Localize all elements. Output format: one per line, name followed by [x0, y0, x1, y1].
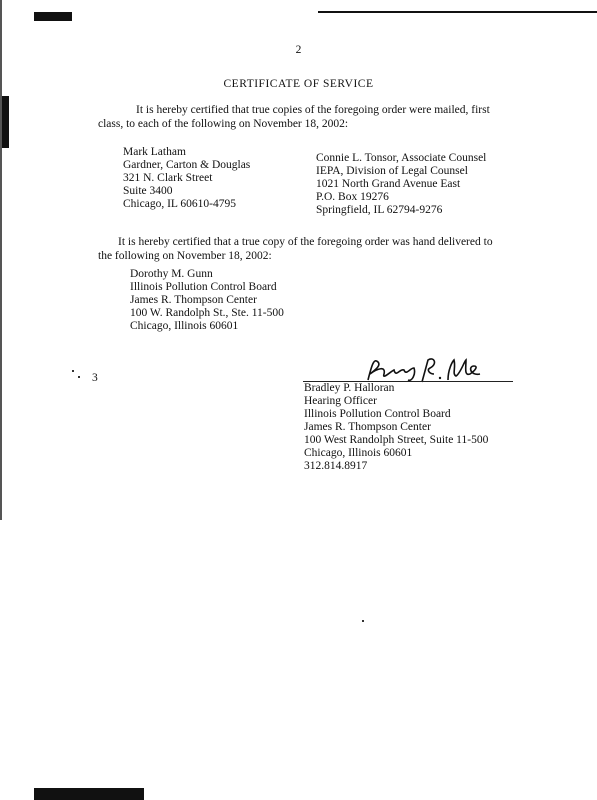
address-line: 321 N. Clark Street — [123, 172, 213, 184]
scan-line-top-right — [318, 11, 597, 13]
scan-speck — [72, 370, 74, 372]
address-line: Dorothy M. Gunn — [130, 268, 213, 280]
address-line: James R. Thompson Center — [130, 294, 257, 306]
page-number: 2 — [295, 44, 302, 56]
address-line: P.O. Box 19276 — [316, 191, 389, 203]
address-line: Connie L. Tonsor, Associate Counsel — [316, 152, 487, 164]
mail-paragraph-line-1: It is hereby certified that true copies of the foregoing order were mailed, first — [136, 104, 490, 116]
address-line: Gardner, Carton & Douglas — [123, 159, 251, 171]
address-line: Springfield, IL 62794-9276 — [316, 204, 443, 216]
scan-speck — [78, 376, 80, 378]
address-line: Chicago, Illinois 60601 — [130, 320, 239, 332]
hand-delivery-address — [130, 268, 284, 333]
address-line: 100 W. Randolph St., Ste. 11-500 — [130, 307, 284, 319]
address-line: Suite 3400 — [123, 185, 173, 197]
recipient-address-left — [123, 146, 250, 211]
signer-name: Bradley P. Halloran — [304, 382, 395, 394]
recipient-address-right — [316, 152, 486, 217]
signer-organization: Illinois Pollution Control Board — [304, 408, 451, 420]
address-line: Mark Latham — [123, 146, 186, 158]
scan-speck — [362, 620, 364, 622]
signer-address-line: Chicago, Illinois 60601 — [304, 447, 413, 459]
stray-mark: 3 — [92, 372, 98, 384]
signer-phone: 312.814.8917 — [304, 460, 368, 472]
scan-bar-left — [2, 96, 9, 148]
address-line: Illinois Pollution Control Board — [130, 281, 277, 293]
scan-bar-bottom-left — [34, 788, 144, 800]
address-line: IEPA, Division of Legal Counsel — [316, 165, 468, 177]
scan-bar-top-left — [34, 12, 72, 21]
signer-title: Hearing Officer — [304, 395, 377, 407]
signer-address-line: James R. Thompson Center — [304, 421, 431, 433]
signature-block — [304, 382, 488, 473]
signer-address-line: 100 West Randolph Street, Suite 11-500 — [304, 434, 489, 446]
hand-paragraph-line-2: the following on November 18, 2002: — [98, 250, 272, 262]
hand-paragraph-line-1: It is hereby certified that a true copy of the foregoing order was hand delivered to — [118, 236, 493, 248]
certificate-title: CERTIFICATE OF SERVICE — [223, 78, 374, 90]
address-line: 1021 North Grand Avenue East — [316, 178, 461, 190]
mail-paragraph-line-2: class, to each of the following on November 18, 2002: — [98, 118, 349, 130]
address-line: Chicago, IL 60610-4795 — [123, 198, 236, 210]
